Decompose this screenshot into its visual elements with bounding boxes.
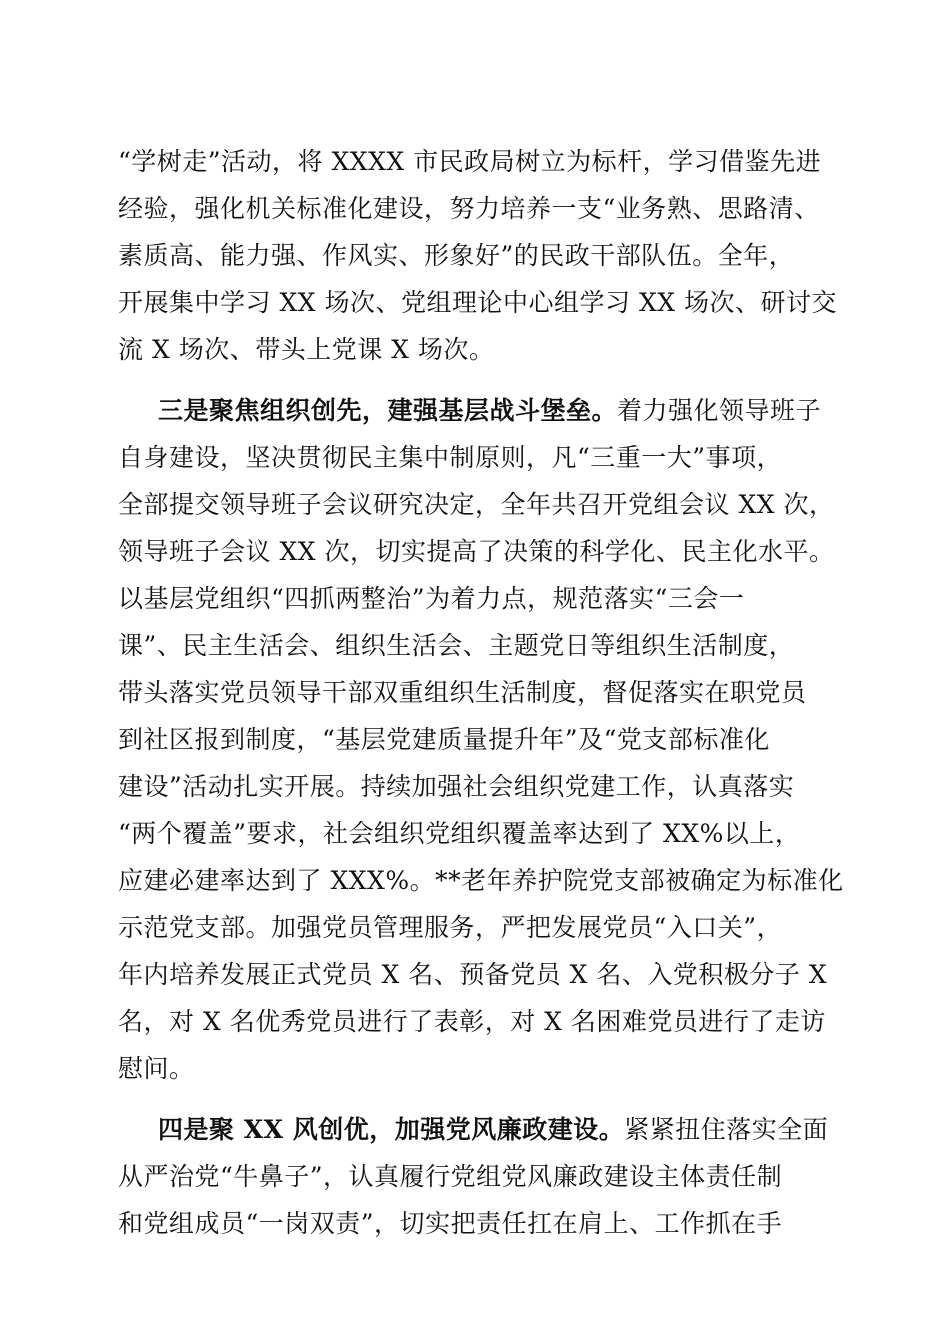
paragraph-heading: 四是聚 XX 风创优，加强党风廉政建设。 bbox=[158, 1115, 625, 1144]
text-line: 慰问。 bbox=[118, 1054, 195, 1083]
text-line: 全部提交领导班子会议研究决定，全年共召开党组会议 XX 次， bbox=[118, 490, 835, 519]
text-line: “两个覆盖”要求，社会组织党组织覆盖率达到了 XX%以上， bbox=[118, 819, 801, 848]
text-line-first bbox=[118, 387, 838, 434]
document-body bbox=[118, 138, 844, 1247]
text-line: 开展集中学习 XX 场次、党组理论中心组学习 XX 场次、研讨交 bbox=[118, 288, 837, 317]
heading-continuation: 着力强化领导班子 bbox=[617, 396, 822, 425]
text-line: “学树走”活动，将 XXXX 市民政局树立为标杆，学习借鉴先进 bbox=[118, 147, 822, 176]
text-line: 自身建设，坚决贯彻民主集中制原则，凡“三重一大”事项， bbox=[118, 443, 783, 472]
text-line: 素质高、能力强、作风实、形象好”的民政干部队伍。全年， bbox=[118, 241, 795, 270]
text-line: 从严治党“牛鼻子”，认真履行党组党风廉政建设主体责任制 bbox=[118, 1162, 783, 1191]
text-line: 领导班子会议 XX 次，切实提高了决策的科学化、民主化水平。 bbox=[118, 537, 835, 566]
text-line: 课”、民主生活会、组织生活会、主题党日等组织生活制度， bbox=[118, 631, 795, 660]
text-line: 到社区报到制度，“基层党建质量提升年”及“党支部标准化 bbox=[118, 725, 770, 754]
text-line: 以基层党组织“四抓两整治”为着力点，规范落实“三会一 bbox=[118, 584, 745, 613]
text-line: 名，对 X 名优秀党员进行了表彰，对 X 名困难党员进行了走访 bbox=[118, 1007, 826, 1036]
text-line: 经验，强化机关标准化建设，努力培养一支“业务熟、思路清、 bbox=[118, 194, 820, 223]
text-line: 年内培养发展正式党员 X 名、预备党员 X 名、入党积极分子 X bbox=[118, 960, 828, 989]
paragraph-study-activities bbox=[118, 138, 838, 373]
paragraph-heading: 三是聚焦组织创先，建强基层战斗堡垒。 bbox=[158, 396, 618, 425]
text-line: 建设”活动扎实开展。持续加强社会组织党建工作，认真落实 bbox=[118, 772, 795, 801]
text-line: 示范党支部。加强党员管理服务，严把发展党员“入口关”， bbox=[118, 913, 783, 942]
text-line: 带头落实党员领导干部双重组织生活制度，督促落实在职党员 bbox=[118, 678, 807, 707]
heading-continuation: 紧紧扭住落实全面 bbox=[624, 1115, 829, 1144]
text-line: 和党组成员“一岗双责”，切实把责任扛在肩上、工作抓在手 bbox=[118, 1209, 783, 1238]
text-line: 流 X 场次、带头上党课 X 场次。 bbox=[118, 335, 495, 364]
text-line: 应建必建率达到了 XXX%。**老年养护院党支部被确定为标准化 bbox=[118, 866, 844, 895]
paragraph-organization bbox=[118, 387, 844, 1092]
paragraph-integrity bbox=[118, 1106, 838, 1247]
text-line-first bbox=[118, 1106, 838, 1153]
